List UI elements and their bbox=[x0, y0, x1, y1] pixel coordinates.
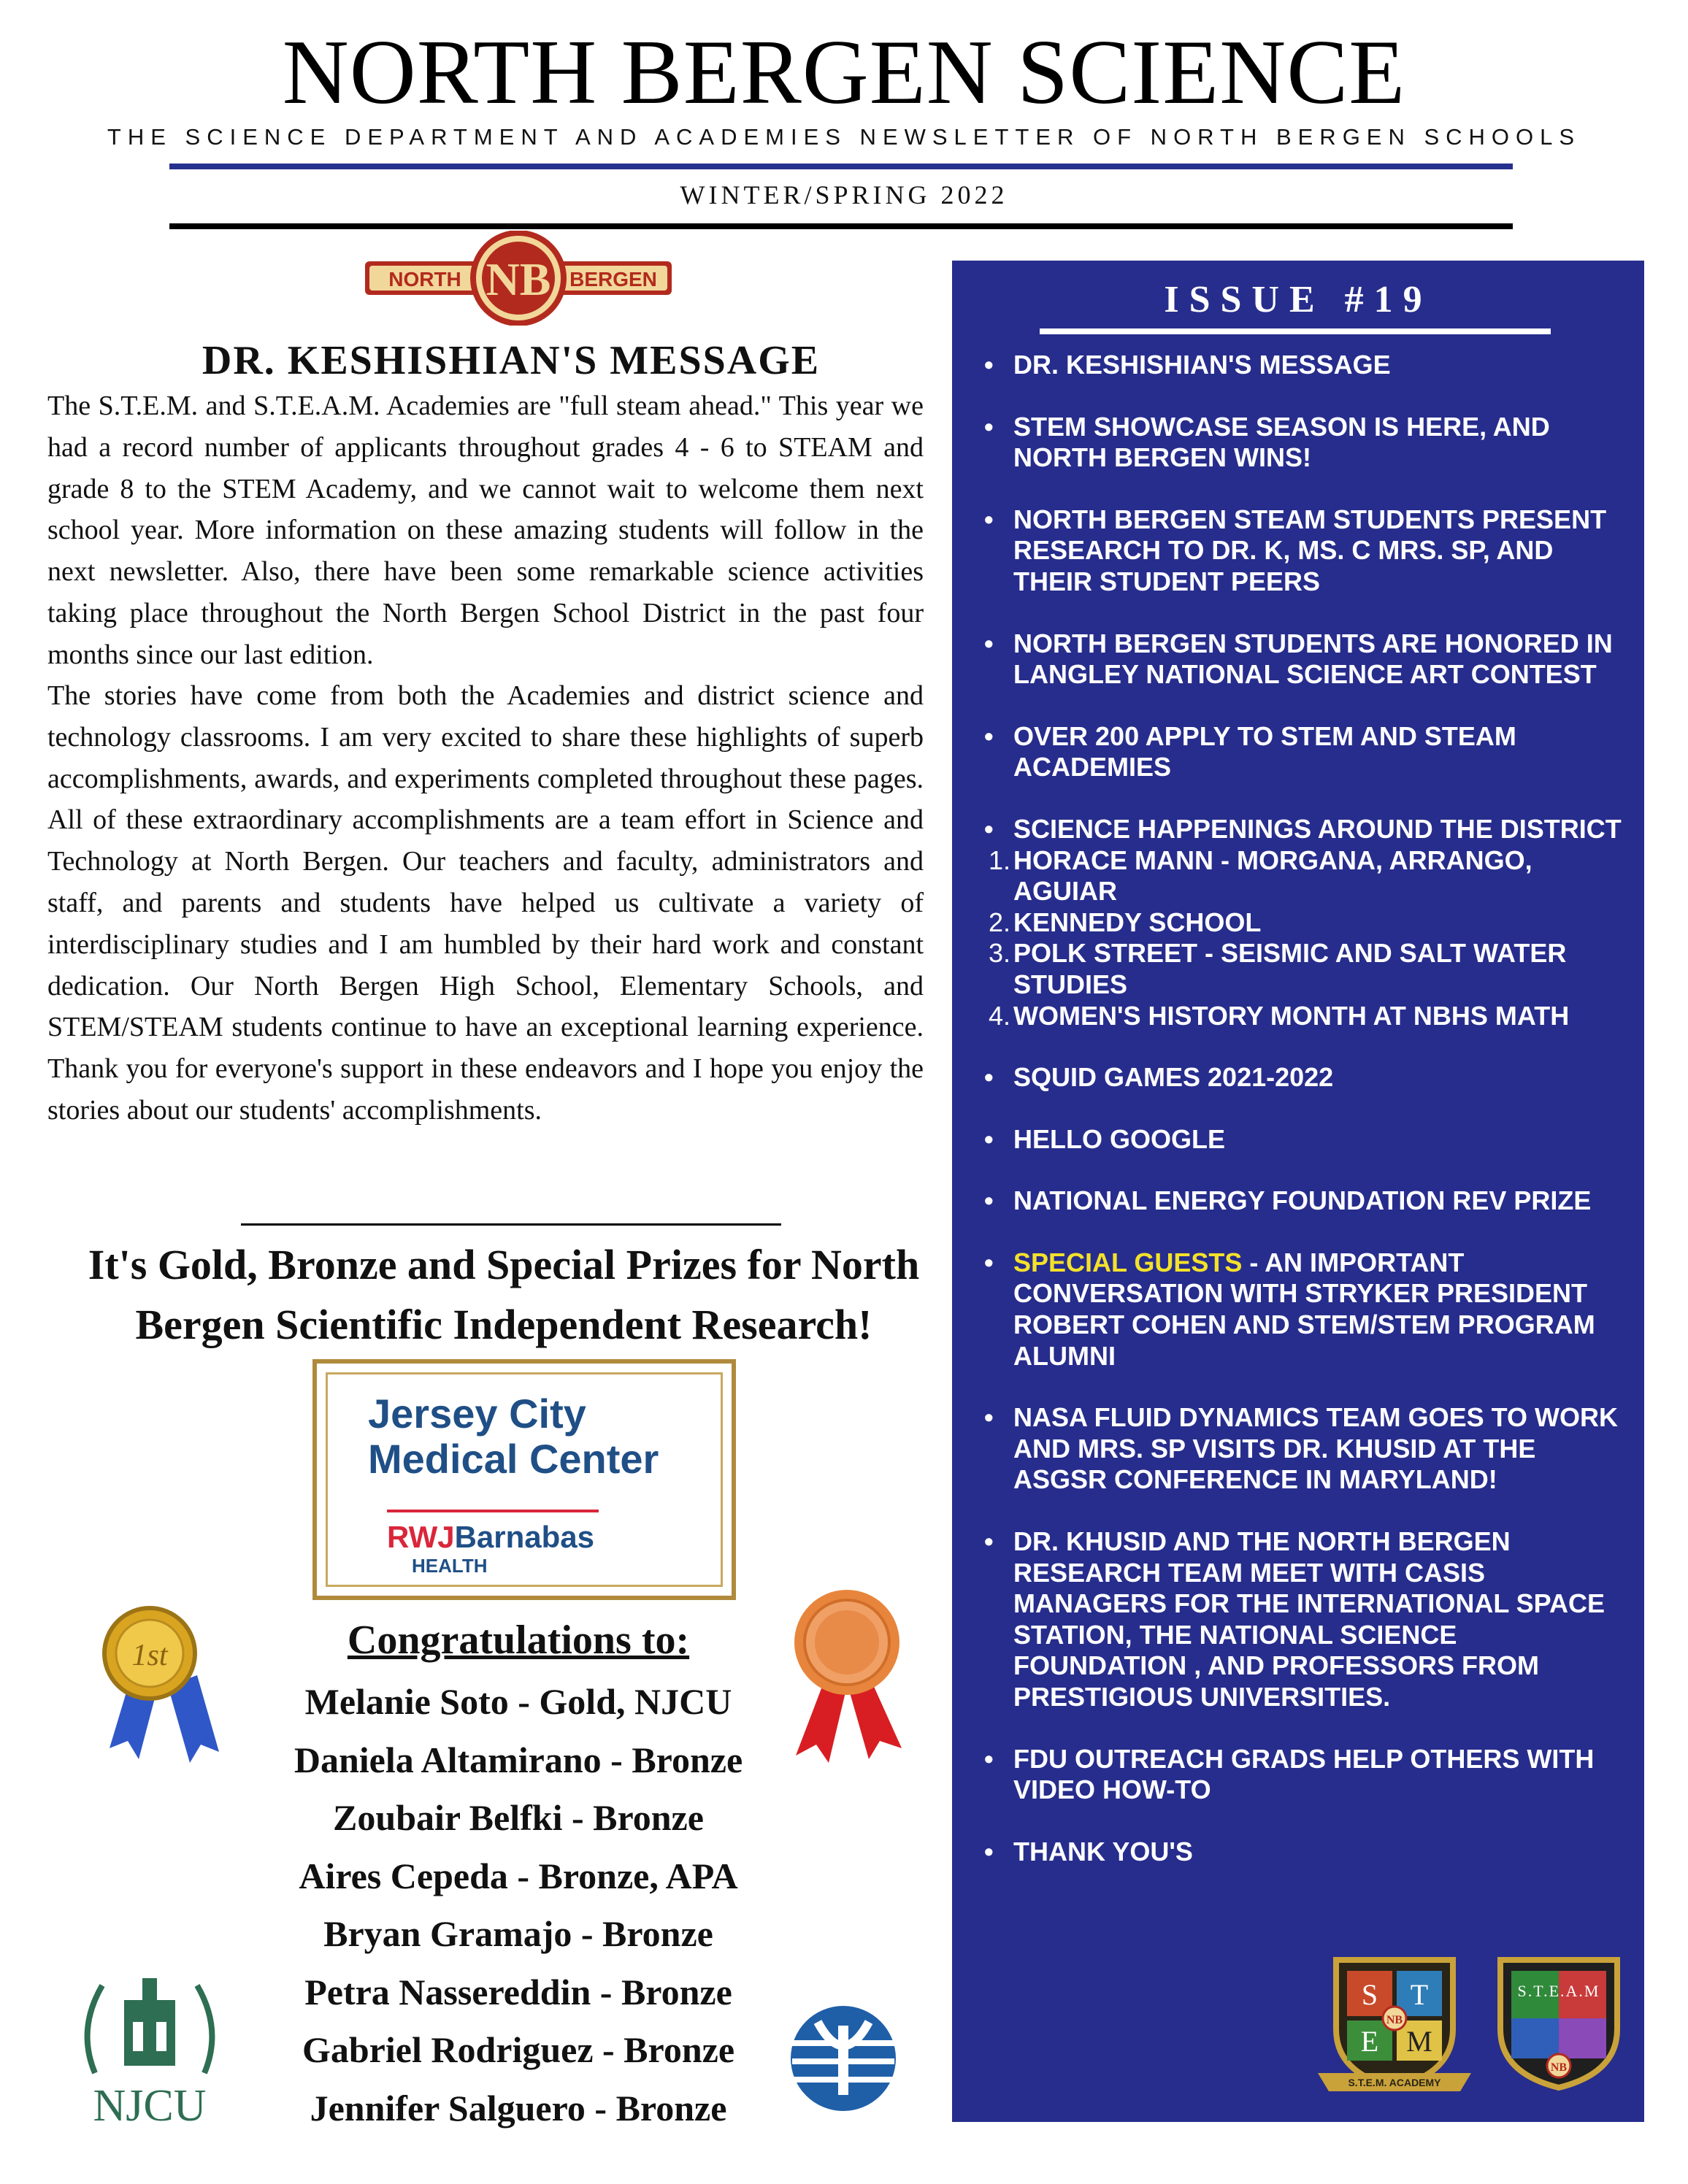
medal-label: 1st bbox=[131, 1639, 168, 1672]
issue-season: WINTER/SPRING 2022 bbox=[680, 180, 1008, 209]
logo-monogram: NB bbox=[486, 253, 551, 305]
bullet: • bbox=[984, 720, 994, 751]
toc-item-text: OVER 200 APPLY TO STEM AND STEAM ACADEMIES bbox=[1013, 720, 1516, 783]
bullet: • bbox=[984, 411, 994, 442]
winner-item: Melanie Soto - Gold, NJCU bbox=[304, 1681, 732, 1722]
njcu-label: NJCU bbox=[93, 2081, 207, 2131]
subitem-text: KENNEDY SCHOOL bbox=[1013, 907, 1262, 937]
toc-item-text: NATIONAL ENERGY FOUNDATION REV PRIZE bbox=[1013, 1185, 1592, 1216]
crest-badge: NB bbox=[1386, 2014, 1403, 2026]
rosette-ribbon-icon bbox=[767, 1584, 913, 1766]
sponsor-logo-box bbox=[312, 1359, 736, 1600]
crest-badge: NB bbox=[1550, 2061, 1568, 2074]
subitem-text: WOMEN'S HISTORY MONTH AT NBHS MATH bbox=[1013, 1000, 1570, 1031]
bullet: • bbox=[984, 813, 994, 844]
sponsor-divider bbox=[387, 1510, 599, 1512]
issue-number: ISSUE #19 bbox=[1164, 279, 1432, 320]
logo-right-text: BERGEN bbox=[569, 268, 657, 291]
toc-item bbox=[974, 1124, 1631, 1156]
gold-medal-icon bbox=[88, 1595, 234, 1770]
message-heading: DR. KESHISHIAN'S MESSAGE bbox=[202, 338, 821, 383]
section-divider bbox=[241, 1223, 781, 1226]
bullet: • bbox=[984, 1526, 994, 1557]
toc-item-text: STEM SHOWCASE SEASON IS HERE, AND NORTH BERGEN WINS! bbox=[1013, 411, 1550, 473]
sponsor-rwj: RWJ bbox=[387, 1520, 455, 1554]
winner-item: Zoubair Belfki - Bronze bbox=[333, 1797, 704, 1838]
toc-item bbox=[974, 628, 1631, 691]
crest-letter-s: S bbox=[1361, 1978, 1378, 2011]
toc-subitem bbox=[974, 845, 1631, 907]
crest-steam-text: S.T.E.A.M bbox=[1517, 1982, 1600, 2000]
bullet: • bbox=[984, 1062, 994, 1093]
winner-item: Aires Cepeda - Bronze, APA bbox=[299, 1855, 738, 1896]
toc-subitem bbox=[974, 907, 1631, 939]
winner-item: Daniela Altamirano - Bronze bbox=[294, 1739, 743, 1780]
toc-item bbox=[974, 1402, 1631, 1496]
winners-list bbox=[219, 1673, 818, 2137]
bullet: • bbox=[984, 1123, 994, 1154]
apa-logo bbox=[789, 2004, 898, 2113]
bullet: • bbox=[984, 1247, 994, 1277]
toc-item bbox=[974, 412, 1631, 474]
bullet: • bbox=[984, 1743, 994, 1774]
subitem-number: 1. bbox=[988, 845, 1010, 875]
toc-item bbox=[974, 814, 1631, 845]
steam-academy-crest bbox=[1482, 1949, 1635, 2095]
toc-sublist bbox=[974, 845, 1631, 1032]
sponsor-rwj-barnabas bbox=[387, 1520, 594, 1555]
toc-item-text: AN IMPORTANT CONVERSATION WITH STRYKER PRESIDENT ROBERT COHEN AND STEM/STEM PROGRAM ALUMNI bbox=[1013, 1247, 1595, 1371]
toc-item bbox=[974, 350, 1631, 381]
toc-item bbox=[974, 1185, 1631, 1217]
special-separator: - bbox=[1242, 1247, 1265, 1277]
toc-item bbox=[974, 1526, 1631, 1713]
njcu-logo bbox=[66, 1956, 234, 2131]
bullet: • bbox=[984, 1836, 994, 1866]
toc-item-text: DR. KHUSID AND THE NORTH BERGEN RESEARCH TEAM MEET WITH CASIS MANAGERS FOR THE INTERNATIONAL SPACE STATION, THE NATIONAL SCIENCE FOUNDATION , AND PROFESSORS FROM PRESTIGIOUS UNIVERSITIES. bbox=[1013, 1526, 1605, 1712]
bullet: • bbox=[984, 504, 994, 534]
subitem-number: 2. bbox=[988, 907, 1010, 937]
bullet: • bbox=[984, 1185, 994, 1216]
winner-item: Jennifer Salguero - Bronze bbox=[310, 2087, 727, 2129]
toc-item-text: NORTH BERGEN STUDENTS ARE HONORED IN LANGLEY NATIONAL SCIENCE ART CONTEST bbox=[1013, 628, 1613, 690]
table-of-contents bbox=[974, 350, 1631, 1898]
sponsor-health: HEALTH bbox=[412, 1555, 488, 1577]
toc-item bbox=[974, 504, 1631, 598]
crest-letter-t: T bbox=[1410, 1978, 1429, 2011]
subitem-text: HORACE MANN - MORGANA, ARRANGO, AGUIAR bbox=[1013, 845, 1532, 907]
sponsor-name: Jersey City Medical Center bbox=[368, 1391, 659, 1482]
subitem-number: 3. bbox=[988, 938, 1010, 969]
message-paragraph-1: The S.T.E.M. and S.T.E.A.M. Academies are "full steam ahead." This year we had a record number of applicants throughout grades 4 - 6 to STEAM and grade 8 to the STEM Academy, and we cannot wait to welcome them next school year. More information on these amazing students will follow in the next newsletter. Also, there have been some remarkable science activities taking place throughout the North Bergen School District in the past four months since our last edition. bbox=[47, 391, 924, 670]
subitem-text: POLK STREET - SEISMIC AND SALT WATER STUDIES bbox=[1013, 938, 1567, 999]
toc-item-text: DR. KESHISHIAN'S MESSAGE bbox=[1013, 350, 1391, 380]
prizes-heading: It's Gold, Bronze and Special Prizes for North Bergen Scientific Independent Research! bbox=[88, 1241, 920, 1348]
newsletter-title: NORTH BERGEN SCIENCE bbox=[282, 22, 1406, 123]
toc-item-text: FDU OUTREACH GRADS HELP OTHERS WITH VIDEO HOW-TO bbox=[1013, 1743, 1595, 1805]
newsletter-subtitle: THE SCIENCE DEPARTMENT AND ACADEMIES NEWSLETTER OF NORTH BERGEN SCHOOLS bbox=[107, 124, 1581, 150]
congratulations-heading: Congratulations to: bbox=[347, 1618, 690, 1663]
winner-item: Gabriel Rodriguez - Bronze bbox=[302, 2029, 735, 2070]
bullet: • bbox=[984, 1402, 994, 1433]
header-divider-blue bbox=[169, 164, 1513, 169]
toc-item bbox=[974, 1247, 1631, 1372]
crest-banner: S.T.E.M. ACADEMY bbox=[1348, 2077, 1441, 2088]
winner-item: Bryan Gramajo - Bronze bbox=[323, 1913, 713, 1954]
logo-left-text: NORTH bbox=[388, 268, 461, 291]
bullet: • bbox=[984, 350, 994, 380]
toc-item-text: THANK YOU'S bbox=[1013, 1836, 1193, 1866]
bullet: • bbox=[984, 628, 994, 658]
toc-item-text: SQUID GAMES 2021-2022 bbox=[1013, 1062, 1334, 1093]
toc-item-text: SCIENCE HAPPENINGS AROUND THE DISTRICT bbox=[1013, 813, 1622, 844]
toc-item-text: HELLO GOOGLE bbox=[1013, 1123, 1226, 1154]
stem-academy-crest bbox=[1314, 1949, 1475, 2095]
north-bergen-logo bbox=[358, 231, 679, 326]
special-guests-label: SPECIAL GUESTS bbox=[1013, 1247, 1243, 1277]
issue-contents-sidebar bbox=[952, 261, 1644, 2122]
toc-item-text: NORTH BERGEN STEAM STUDENTS PRESENT RESEARCH TO DR. K, MS. C MRS. SP, AND THEIR STUDENT PEERS bbox=[1013, 504, 1607, 596]
crest-letter-e: E bbox=[1360, 2025, 1379, 2058]
toc-item bbox=[974, 1837, 1631, 1868]
subitem-number: 4. bbox=[988, 1000, 1010, 1031]
winner-item: Petra Nassereddin - Bronze bbox=[304, 1971, 732, 2012]
crest-letter-m: M bbox=[1406, 2025, 1432, 2058]
header-divider-black bbox=[169, 223, 1513, 229]
toc-subitem bbox=[974, 1001, 1631, 1032]
message-paragraph-2: The stories have come from both the Academies and district science and technology classrooms. I am very excited to share these highlights of superb accomplishments, awards, and experiments completed throughout these pages. All of these extraordinary accomplishments are a team effort in Science and Technology at North Bergen. Our teachers and faculty, administrators and staff, and parents and students have helped us cultivate a variety of interdisciplinary studies and I am humbled by their hard work and constant dedication. Our North Bergen High School, Elementary Schools, and STEM/STEAM students continue to have an exceptional learning experience. Thank you for everyone's support in these endeavors and I hope you enjoy the stories about our students' accomplishments. bbox=[47, 680, 924, 1126]
issue-divider bbox=[1040, 328, 1551, 334]
toc-item bbox=[974, 1744, 1631, 1806]
toc-item bbox=[974, 1062, 1631, 1093]
toc-item-text: NASA FLUID DYNAMICS TEAM GOES TO WORK AND MRS. SP VISITS DR. KHUSID AT THE ASGSR CONFERENCE IN MARYLAND! bbox=[1013, 1402, 1618, 1495]
toc-item bbox=[974, 721, 1631, 783]
sponsor-barnabas: Barnabas bbox=[454, 1520, 594, 1554]
toc-subitem bbox=[974, 938, 1631, 1000]
